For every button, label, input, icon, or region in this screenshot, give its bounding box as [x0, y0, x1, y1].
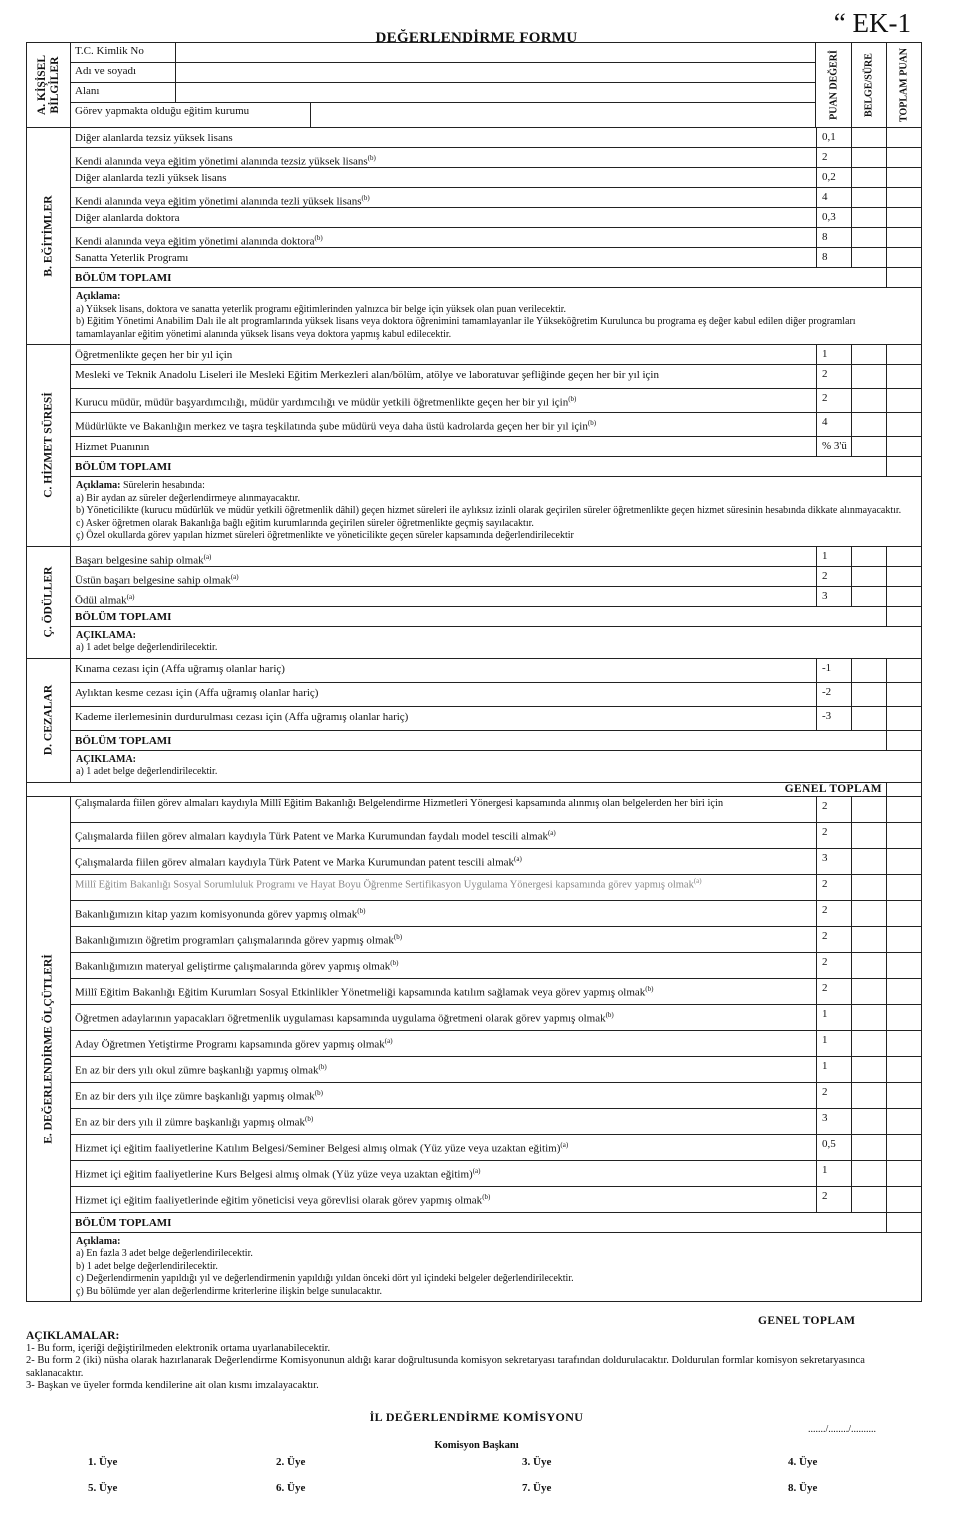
member-2: 2. Üye [276, 1456, 306, 1468]
total-score-cell[interactable] [886, 659, 921, 682]
criteria-row [71, 707, 921, 731]
criteria-row [71, 1031, 921, 1057]
footnote-marker: (b) [568, 395, 577, 403]
document-count-cell[interactable] [851, 345, 886, 364]
section-service [27, 345, 921, 547]
point-value: 0,5 [816, 1135, 851, 1160]
total-score-cell[interactable] [886, 707, 921, 730]
criteria-label: Bakanlığımızın öğretim programları çalışmalarında görev yapmış olmak$^{(b)}$ [75, 932, 403, 947]
document-count-cell[interactable] [851, 849, 886, 874]
criteria-row [71, 901, 921, 927]
section-total-row [71, 268, 921, 288]
document-count-cell[interactable] [851, 248, 886, 267]
section-label: E. DEĞERLENDİRME ÖLÇÜTLERİ [27, 797, 71, 1302]
criteria-row [71, 1083, 921, 1109]
description-note: a) Yüksek lisans, doktora ve sanatta yeterlik programı eğitimlerinden yalnızca bir belge için yüksek olan puan verilecektir. [76, 303, 567, 315]
document-count-cell[interactable] [851, 683, 886, 706]
criteria-row [71, 875, 921, 901]
footnote-marker: (b) [361, 194, 370, 202]
column-header-puan: PUAN DEĞERİ [828, 50, 839, 120]
criteria-row [71, 797, 921, 823]
footnote-marker: (b) [357, 906, 366, 915]
document-count-cell[interactable] [851, 547, 886, 566]
column-header-belge: BELGE/SÜRE [851, 43, 886, 127]
total-score-cell[interactable] [886, 248, 921, 267]
total-score-cell[interactable] [886, 1031, 921, 1056]
field-name: Adı ve soyadı [71, 63, 815, 83]
criteria-row [71, 1109, 921, 1135]
criteria-row [71, 228, 921, 248]
footnote-marker: (a) [693, 876, 702, 885]
footnote-marker: (b) [393, 932, 403, 941]
blank-cell [851, 268, 886, 287]
document-count-cell[interactable] [851, 1135, 886, 1160]
blank-cell [816, 1213, 851, 1232]
criteria-row [71, 823, 921, 849]
section-label [27, 43, 71, 127]
criteria-row [71, 1005, 921, 1031]
section-description [71, 477, 921, 546]
section-total-label: BÖLÜM TOPLAMI [75, 610, 172, 623]
section-total-label: BÖLÜM TOPLAMI [75, 461, 172, 473]
total-score-cell[interactable] [886, 228, 921, 247]
point-value: -3 [816, 707, 851, 730]
point-value: 2 [816, 979, 851, 1004]
blank-cell [851, 607, 886, 626]
member-4: 4. Üye [788, 1456, 818, 1468]
blank-cell [816, 607, 851, 626]
point-value: -2 [816, 683, 851, 706]
criteria-row [71, 168, 921, 188]
total-score-cell[interactable] [886, 567, 921, 586]
criteria-label: Diğer alanlarda tezli yüksek lisans [75, 172, 227, 184]
blank-cell [851, 731, 886, 750]
total-score-cell[interactable] [886, 927, 921, 952]
section-label: D. CEZALAR [27, 659, 71, 782]
name-input[interactable] [176, 63, 815, 82]
section-total-label: BÖLÜM TOPLAMI [75, 1216, 172, 1229]
criteria-row [71, 683, 921, 707]
criteria-label: Kendi alanında veya eğitim yönetimi alanında doktora$^{(b)}$ [75, 234, 323, 247]
section-total-row [71, 457, 921, 477]
point-value: 2 [816, 567, 851, 586]
total-score-cell[interactable] [886, 547, 921, 566]
document-count-cell[interactable] [851, 128, 886, 147]
date-line: ......./......../.......... [808, 1424, 877, 1435]
criteria-label: Diğer alanlarda doktora [75, 212, 180, 224]
criteria-label: Aylıktan kesme cezası için (Affa uğramış olanlar hariç) [75, 686, 319, 699]
document-count-cell[interactable] [851, 1109, 886, 1134]
criteria-row [71, 389, 921, 413]
document-count-cell[interactable] [851, 437, 886, 456]
criteria-label: Sanatta Yeterlik Programı [75, 252, 189, 264]
criteria-label: Ödül almak$^{(a)}$ [75, 592, 135, 606]
criteria-label: Aday Öğretmen Yetiştirme Programı kapsamında görev yapmış olmak$^{(a)}$ [75, 1036, 393, 1051]
chair-label: Komisyon Başkanı [434, 1440, 519, 1451]
description-title: Açıklama: [76, 1235, 121, 1247]
section-total-cell[interactable] [886, 607, 921, 626]
tc-kimlik-input[interactable] [176, 43, 815, 62]
point-value: 3 [816, 1109, 851, 1134]
total-score-cell[interactable] [886, 1187, 921, 1212]
field-tc-kimlik: T.C. Kimlik No [71, 43, 815, 63]
point-value: 2 [816, 901, 851, 926]
section-education [27, 128, 921, 345]
description-note: c) Asker öğretmen olarak Bakanlığa bağlı eğitim kurumlarında geçirilen süreler öğretmenlikte geçmiş sayılacaktır. [76, 517, 534, 529]
point-value: 2 [816, 953, 851, 978]
section-total-cell[interactable] [886, 1213, 921, 1232]
document-count-cell[interactable] [851, 148, 886, 167]
point-value: 2 [816, 148, 851, 167]
section-penalties [27, 659, 921, 783]
total-score-cell[interactable] [886, 148, 921, 167]
point-value: 1 [816, 345, 851, 364]
total-score-cell[interactable] [886, 587, 921, 606]
document-count-cell[interactable] [851, 1057, 886, 1082]
total-score-cell[interactable] [886, 128, 921, 147]
criteria-row [71, 927, 921, 953]
footnote-marker: (b) [390, 958, 399, 967]
point-value: 0,3 [816, 208, 851, 227]
document-count-cell[interactable] [851, 1083, 886, 1108]
total-score-cell[interactable] [886, 168, 921, 187]
evaluation-form [26, 42, 922, 1302]
description-note: a) Bir aydan az süreler değerlendirmeye alınmayacaktır. [76, 492, 301, 504]
footer-note: 3- Başkan ve üyeler formda kendilerine ait olan kısmı imzalayacaktır. [26, 1380, 319, 1391]
document-count-cell[interactable] [851, 587, 886, 606]
criteria-row [71, 128, 921, 148]
total-score-cell[interactable] [886, 1135, 921, 1160]
criteria-row [71, 248, 921, 268]
point-value: 1 [816, 1161, 851, 1186]
area-input[interactable] [176, 83, 815, 102]
criteria-row [71, 208, 921, 228]
document-count-cell[interactable] [851, 413, 886, 436]
criteria-label: Çalışmalarda fiilen görev almaları kaydıyla Türk Patent ve Marka Kurumundan patent tescili almak$^{(a)}$ [75, 854, 522, 869]
criteria-label: Millî Eğitim Bakanlığı Sosyal Sorumluluk Programı ve Hayat Boyu Öğrenme Sertifikasyon Uygulama Yönergesi kapsamında görev yapmış olmak$^{(a)}$ [75, 876, 702, 890]
section-total-cell[interactable] [886, 457, 921, 476]
field-institution: Görev yapmakta olduğu eğitim kurumu [71, 103, 815, 127]
total-score-cell[interactable] [886, 389, 921, 412]
total-score-cell[interactable] [886, 875, 921, 900]
total-score-cell[interactable] [886, 413, 921, 436]
total-score-cell[interactable] [886, 208, 921, 227]
section-a-label: A. KİŞİSEL BİLGİLER [35, 54, 61, 116]
description-note: b) Eğitim Yönetimi Anabilim Dalı ile alt programlarında yüksek lisans veya doktora öğrenimini tamamlayanlar ile Yükseköğretim Kurulunca bu programa eş değer kabul edilen diğer programları tamamlayanlar eğitim yönetimi alanında yüksek lisans veya doktora yapmış kabul edilecektir. [76, 316, 856, 340]
document-count-cell[interactable] [851, 1005, 886, 1030]
footnote-marker: (a) [560, 1140, 569, 1149]
section-criteria [27, 797, 921, 1302]
section-label: Ç. ÖDÜLLER [27, 547, 71, 658]
section-description [71, 627, 921, 658]
point-value: 2 [816, 927, 851, 952]
footnote-marker: (a) [547, 828, 556, 837]
criteria-label: En az bir ders yılı il zümre başkanlığı yapmış olmak$^{(b)}$ [75, 1114, 314, 1129]
criteria-label: Kurucu müdür, müdür başyardımcılığı, müdür yardımcılığı ve müdür yetkili öğretmenlikte geçen her bir yıl için$^{(b)}$ [75, 395, 577, 409]
footnote-marker: (a) [472, 1166, 481, 1175]
description-note: ç) Özel okullarda görev yapılan hizmet süreleri öğretmenlikte ve yöneticilikte geçen süreler kapsamında değerlendirilecektir [76, 530, 574, 541]
criteria-row [71, 345, 921, 365]
grand-total-box[interactable] [886, 783, 921, 796]
document-count-cell[interactable] [851, 1187, 886, 1212]
field-area: Alanı [71, 83, 815, 103]
member-7: 7. Üye [522, 1482, 552, 1494]
document-count-cell[interactable] [851, 168, 886, 187]
criteria-row [71, 1187, 921, 1213]
description-note: a) 1 adet belge değerlendirilecektir. [76, 766, 218, 777]
footnote-marker: (b) [482, 1192, 491, 1201]
document-count-cell[interactable] [851, 901, 886, 926]
criteria-label: Hizmet Puanının [75, 441, 150, 453]
total-score-cell[interactable] [886, 1083, 921, 1108]
point-value: 1 [816, 1005, 851, 1030]
point-value: 1 [816, 547, 851, 566]
institution-input[interactable] [311, 103, 815, 127]
total-score-cell[interactable] [886, 683, 921, 706]
total-score-cell[interactable] [886, 188, 921, 207]
footnote-marker: (a) [514, 854, 522, 863]
footnote-marker: (b) [605, 1010, 614, 1019]
document-count-cell[interactable] [851, 797, 886, 822]
blank-cell [816, 268, 851, 287]
document-count-cell[interactable] [851, 228, 886, 247]
document-count-cell[interactable] [851, 208, 886, 227]
point-value: % 3'ü [816, 437, 851, 456]
criteria-label: En az bir ders yılı ilçe zümre başkanlığı yapmış olmak$^{(b)}$ [75, 1088, 323, 1103]
member-3: 3. Üye [522, 1456, 552, 1468]
point-value: 2 [816, 1083, 851, 1108]
section-total-cell[interactable] [886, 731, 921, 750]
point-value: 4 [816, 188, 851, 207]
description-title: Açıklama: [76, 291, 121, 302]
document-count-cell[interactable] [851, 365, 886, 388]
point-value: -1 [816, 659, 851, 682]
point-value: 1 [816, 1031, 851, 1056]
footnote-marker: (a) [230, 572, 239, 581]
total-score-cell[interactable] [886, 823, 921, 848]
document-count-cell[interactable] [851, 659, 886, 682]
criteria-label: Kendi alanında veya eğitim yönetimi alanında tezsiz yüksek lisans$^{(b)}$ [75, 154, 376, 167]
description-title: AÇIKLAMA: [76, 753, 136, 765]
criteria-label: Kınama cezası için (Affa uğramış olanlar hariç) [75, 662, 285, 675]
document-count-cell[interactable] [851, 1161, 886, 1186]
criteria-label: Çalışmalarda fiilen görev almaları kaydıyla Millî Eğitim Bakanlığı Belgelendirme Hizmetleri Yönergesi kapsamında alınmış olan belgelerden her biri için [75, 797, 724, 809]
section-personal-info [27, 43, 921, 128]
point-value: 0,2 [816, 168, 851, 187]
document-count-cell[interactable] [851, 979, 886, 1004]
total-score-cell[interactable] [886, 345, 921, 364]
section-total-label: BÖLÜM TOPLAMI [75, 272, 172, 284]
criteria-row [71, 365, 921, 389]
criteria-label: Çalışmalarda fiilen görev almaları kaydıyla Türk Patent ve Marka Kurumundan faydalı model tescili almak$^{(a)}$ [75, 828, 556, 843]
criteria-row [71, 148, 921, 168]
criteria-row [71, 849, 921, 875]
criteria-label: Öğretmenlikte geçen her bir yıl için [75, 349, 233, 361]
section-description [71, 1233, 921, 1302]
criteria-row [71, 1057, 921, 1083]
section-awards [27, 547, 921, 659]
footnote-marker: (b) [314, 1088, 323, 1097]
document-count-cell[interactable] [851, 389, 886, 412]
footnote-marker: (a) [126, 592, 135, 601]
grand-total-label: GENEL TOPLAM [784, 782, 882, 795]
section-description [71, 288, 921, 344]
point-value: 2 [816, 797, 851, 822]
footnote-marker: (b) [367, 154, 376, 162]
footnote-marker: (b) [587, 419, 597, 427]
criteria-label: Bakanlığımızın kitap yazım komisyonunda görev yapmış olmak$^{(b)}$ [75, 906, 366, 921]
member-5: 5. Üye [88, 1482, 118, 1494]
criteria-row [71, 567, 921, 587]
criteria-row [71, 413, 921, 437]
total-score-cell[interactable] [886, 1057, 921, 1082]
total-score-cell[interactable] [886, 365, 921, 388]
footer-note: 2- Bu form 2 (iki) nüsha olarak hazırlanarak Değerlendirme Komisyonunun aldığı karar doğrultusunda komisyon sekretaryası tarafından doldurulacaktır. Doldurulan formlar komisyon sekretaryasınca saklanacaktır. [26, 1355, 865, 1379]
footnote-marker: (a) [203, 552, 212, 561]
member-1: 1. Üye [88, 1456, 118, 1468]
description-note: a) En fazla 3 adet belge değerlendirilecektir. [76, 1248, 253, 1259]
blank-cell [816, 457, 851, 476]
footnote-marker: (b) [645, 984, 654, 993]
description-title: Açıklama: [76, 480, 121, 491]
footnote-marker: (b) [318, 1062, 327, 1071]
total-score-cell[interactable] [886, 437, 921, 456]
commission-title: İL DEĞERLENDİRME KOMİSYONU [369, 1410, 584, 1424]
section-label: C. HİZMET SÜRESİ [27, 345, 71, 546]
section-description [71, 751, 921, 782]
member-6: 6. Üye [276, 1482, 306, 1494]
description-note: b) Yöneticilikte (kurucu müdürlük ve müdür yetkili öğretmenlik dâhil) geçen hizmet süreleri ile aylıksız izinli olarak geçirilen süreler öğretmenlikte geçen hizmet süresinin hesabında dikkate alınmayacaktır. [76, 505, 902, 516]
annex-label: “ EK-1 [833, 8, 911, 38]
criteria-label: Mesleki ve Teknik Anadolu Liseleri ile Mesleki Eğitim Merkezleri alan/bölüm, atölye ve laboratuvar şefliğinde geçen her bir yıl için [75, 369, 659, 381]
criteria-label: Başarı belgesine sahip olmak$^{(a)}$ [75, 552, 212, 566]
criteria-label: Üstün başarı belgesine sahip olmak$^{(a)}$ [75, 572, 239, 586]
footer-note: 1- Bu form, içeriği değiştirilmeden elektronik ortama uyarlanabilecektir. [26, 1342, 331, 1354]
footer-notes [26, 1330, 916, 1393]
total-score-cell[interactable] [886, 953, 921, 978]
criteria-label: Hizmet içi eğitim faaliyetlerine Katılım Belgesi/Seminer Belgesi almış olmak (Yüz yüze veya uzaktan eğitim)$^{(a)}$ [75, 1140, 569, 1155]
point-value: 2 [816, 1187, 851, 1212]
total-score-cell[interactable] [886, 797, 921, 822]
point-value: 2 [816, 365, 851, 388]
point-value: 3 [816, 587, 851, 606]
section-total-row [71, 607, 921, 627]
section-total-row [71, 1213, 921, 1233]
footnote-marker: (b) [305, 1114, 314, 1123]
point-value: 8 [816, 248, 851, 267]
criteria-row [71, 1135, 921, 1161]
criteria-label: Millî Eğitim Bakanlığı Eğitim Kurumları Sosyal Etkinlikler Yönetmeliği kapsamında katılım sağlamak veya görev yapmış olmak$^{(b)}$ [75, 984, 654, 999]
column-header-toplam: TOPLAM PUAN [886, 43, 921, 127]
point-value: 8 [816, 228, 851, 247]
blank-cell [851, 1213, 886, 1232]
total-score-cell[interactable] [886, 849, 921, 874]
criteria-row [71, 1161, 921, 1187]
footnote-marker: (b) [314, 234, 323, 242]
description-title: AÇIKLAMA: [76, 629, 136, 641]
description-note: c) Değerlendirmenin yapıldığı yıl ve değerlendirmenin yapıldığı yıldan önceki dört yıl içindeki belgeler değerlendirilecektir. [76, 1273, 574, 1284]
criteria-label: Öğretmen adaylarının yapacakları öğretmenlik uygulaması kapsamında uygulama öğretmeni olarak görev yapmış olmak$^{(b)}$ [75, 1010, 614, 1025]
point-value: 0,1 [816, 128, 851, 147]
criteria-row [71, 437, 921, 457]
document-count-cell[interactable] [851, 875, 886, 900]
criteria-row [71, 547, 921, 567]
footer-notes-title: AÇIKLAMALAR: [26, 1330, 120, 1342]
document-count-cell[interactable] [851, 567, 886, 586]
section-label: B. EĞİTİMLER [27, 128, 71, 344]
criteria-label: Bakanlığımızın materyal geliştirme çalışmalarında görev yapmış olmak$^{(b)}$ [75, 958, 399, 973]
grand-total-label-2: GENEL TOPLAM [758, 1315, 856, 1327]
document-count-cell[interactable] [851, 927, 886, 952]
point-value: 2 [816, 389, 851, 412]
criteria-label: En az bir ders yılı okul zümre başkanlığı yapmış olmak$^{(b)}$ [75, 1062, 327, 1077]
point-value: 2 [816, 875, 851, 900]
criteria-row [71, 953, 921, 979]
point-value: 4 [816, 413, 851, 436]
member-8: 8. Üye [788, 1482, 818, 1494]
description-note: a) 1 adet belge değerlendirilecektir. [76, 642, 218, 653]
grand-total-row [27, 783, 921, 797]
total-score-cell[interactable] [886, 1109, 921, 1134]
description-note: ç) Bu bölümde yer alan değerlendirme kriterlerine ilişkin belge sunulacaktır. [76, 1285, 383, 1297]
criteria-row [71, 979, 921, 1005]
document-count-cell[interactable] [851, 823, 886, 848]
blank-cell [851, 457, 886, 476]
document-count-cell[interactable] [851, 1031, 886, 1056]
description-note: b) 1 adet belge değerlendirilecektir. [76, 1260, 218, 1272]
total-score-cell[interactable] [886, 1005, 921, 1030]
section-total-row [71, 731, 921, 751]
criteria-label: Müdürlükte ve Bakanlığın merkez ve taşra teşkilatında şube müdürü veya daha üstü kadrolarda geçen her bir yıl için$^{(b)}$ [75, 419, 597, 433]
description-intro: Sürelerin hesabında: [122, 480, 205, 491]
total-score-cell[interactable] [886, 901, 921, 926]
blank-cell [816, 731, 851, 750]
criteria-label: Hizmet içi eğitim faaliyetlerinde eğitim yöneticisi veya görevlisi olarak görev yapmış olmak$^{(b)}$ [75, 1192, 491, 1207]
document-count-cell[interactable] [851, 707, 886, 730]
criteria-row [71, 659, 921, 683]
criteria-label: Kademe ilerlemesinin durdurulması cezası için (Affa uğramış olanlar hariç) [75, 710, 409, 723]
criteria-label: Kendi alanında veya eğitim yönetimi alanında tezli yüksek lisans$^{(b)}$ [75, 194, 370, 207]
criteria-row [71, 188, 921, 208]
point-value: 1 [816, 1057, 851, 1082]
criteria-row [71, 587, 921, 607]
point-value: 3 [816, 849, 851, 874]
total-score-cell[interactable] [886, 979, 921, 1004]
footnote-marker: (a) [384, 1036, 393, 1045]
total-score-cell[interactable] [886, 1161, 921, 1186]
point-value: 2 [816, 823, 851, 848]
section-total-cell[interactable] [886, 268, 921, 287]
criteria-label: Hizmet içi eğitim faaliyetlerine Kurs Belgesi almış olmak (Yüz yüze veya uzaktan eğitim)$^{(a)}$ [75, 1166, 481, 1181]
section-total-label: BÖLÜM TOPLAMI [75, 734, 172, 747]
document-count-cell[interactable] [851, 953, 886, 978]
form-title: DEĞERLENDİRME FORMU [375, 30, 578, 46]
document-count-cell[interactable] [851, 188, 886, 207]
criteria-label: Diğer alanlarda tezsiz yüksek lisans [75, 132, 233, 144]
